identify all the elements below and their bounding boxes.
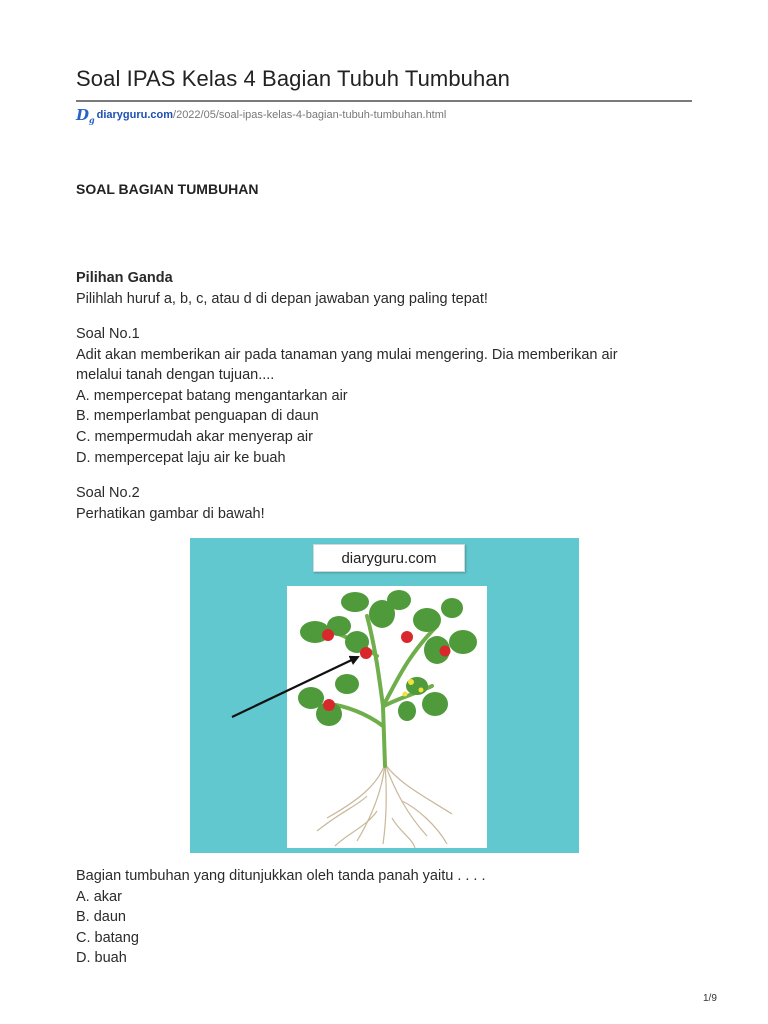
intro-instruction: Pilihlah huruf a, b, c, atau d di depan jawaban yang paling tepat!: [76, 290, 488, 307]
question-number: Soal No.2: [76, 485, 140, 501]
intro-heading: Pilihan Ganda: [76, 270, 173, 286]
source-path: /2022/05/soal-ipas-kelas-4-bagian-tubuh-tumbuhan.html: [173, 109, 447, 121]
answer-option-a: A. akar: [76, 888, 122, 905]
answer-option-b: B. memperlambat penguapan di daun: [76, 408, 319, 425]
question-prompt-line: melalui tanah dengan tujuan....: [76, 367, 275, 384]
answer-option-c: C. mempermudah akar menyerap air: [76, 428, 313, 445]
plant-figure: [190, 538, 579, 853]
question-prompt-line: Adit akan memberikan air pada tanaman yang mulai mengering. Dia memberikan air: [76, 346, 618, 363]
answer-option-a: A. mempercepat batang mengantarkan air: [76, 387, 348, 404]
answer-option-c: C. batang: [76, 929, 139, 946]
pointer-arrow-icon: [190, 538, 579, 853]
question-1: [76, 324, 696, 468]
intro-block: [76, 268, 696, 309]
answer-option-b: B. daun: [76, 909, 126, 926]
figure-watermark-label: diaryguru.com: [313, 544, 465, 572]
section-heading: SOAL BAGIAN TUMBUHAN: [76, 181, 259, 197]
page-number: 1/9: [703, 993, 717, 1004]
title-divider: [76, 100, 692, 102]
source-domain-link[interactable]: diaryguru.com: [96, 109, 174, 121]
diaryguru-logo-icon: $D_g$: [76, 106, 95, 125]
question-prompt-line: Bagian tumbuhan yang ditunjukkan oleh tanda panah yaitu . . . .: [76, 868, 486, 884]
answer-option-d: D. buah: [76, 950, 127, 967]
question-2-intro: [76, 483, 696, 524]
question-2-body: [76, 866, 696, 969]
question-prompt-line: Perhatikan gambar di bawah!: [76, 505, 265, 522]
question-number: Soal No.1: [76, 326, 140, 342]
page-title: Soal IPAS Kelas 4 Bagian Tubuh Tumbuhan: [76, 66, 511, 91]
source-line: [76, 107, 446, 123]
answer-option-d: D. mempercepat laju air ke buah: [76, 449, 286, 466]
